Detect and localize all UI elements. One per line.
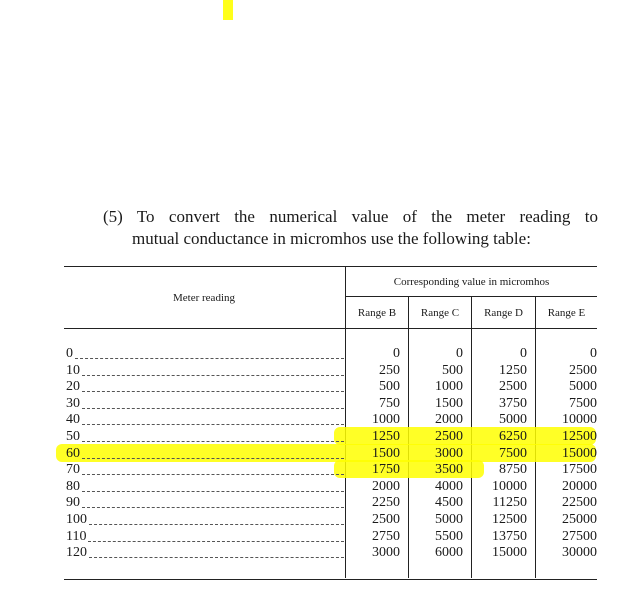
range-d-cell: 13750 (492, 528, 527, 544)
highlight-mark (223, 0, 233, 20)
leader-dots (82, 491, 344, 492)
range-b-header: Range B (357, 307, 397, 319)
meter-reading-cell (66, 446, 344, 462)
range-d-header: Range D (484, 307, 523, 319)
range-e-cell: 25000 (562, 512, 597, 527)
leader-dots (89, 557, 344, 558)
range-d-cell: 2500 (499, 379, 527, 395)
meter-reading-cell (66, 379, 344, 395)
meter-reading-value: 100 (66, 512, 87, 527)
range-b-cell: 2750 (372, 528, 400, 544)
range-c-cell: 6000 (435, 545, 463, 561)
leader-dots (82, 424, 344, 425)
meter-reading-value: 80 (66, 478, 80, 494)
meter-reading-value: 110 (66, 528, 87, 544)
range-e-cell: 20000 (562, 478, 597, 494)
meter-reading-cell (66, 346, 344, 362)
range-e-cell: 27500 (562, 528, 597, 544)
range-e-header: Range E (547, 307, 586, 319)
leader-dots (88, 541, 344, 542)
range-e-cell: 0 (590, 346, 597, 361)
range-b-cell: 2000 (372, 478, 400, 494)
meter-reading-value: 40 (66, 412, 80, 428)
meter-reading-cell (66, 412, 344, 428)
meter-reading-value: 90 (66, 495, 80, 511)
conversion-table (64, 266, 597, 581)
range-b-cell: 1750 (372, 462, 400, 478)
leader-dots (75, 358, 344, 359)
meter-reading-cell (66, 429, 344, 445)
range-d-cell: 3750 (499, 395, 527, 411)
leader-dots (82, 507, 344, 508)
range-b-cell: 250 (379, 362, 400, 378)
range-e-cell: 12500 (562, 429, 597, 444)
range-d-cell: 0 (520, 346, 527, 361)
meter-reading-value: 50 (66, 429, 80, 444)
range-e-cell: 7500 (569, 395, 597, 411)
range-c-cell: 5500 (435, 528, 463, 544)
meter-reading-cell (66, 363, 344, 379)
range-c-cell: 1000 (435, 379, 463, 395)
meter-reading-value: 20 (66, 379, 80, 395)
table-top-rule (64, 266, 597, 267)
range-b-cell: 1500 (372, 445, 400, 461)
range-c-cell: 3500 (435, 462, 463, 478)
range-d-cell: 15000 (492, 545, 527, 561)
corresponding-value-header: Corresponding value in micromhos (393, 276, 550, 288)
meter-reading-cell (66, 396, 344, 412)
range-e-cell: 17500 (562, 462, 597, 478)
leader-dots (89, 524, 344, 525)
range-c-cell: 5000 (435, 512, 463, 527)
leader-dots (82, 375, 344, 376)
range-c-cell: 2500 (435, 429, 463, 444)
meter-reading-value: 70 (66, 462, 80, 478)
range-c-cell: 2000 (435, 412, 463, 428)
range-b-cell: 1250 (372, 429, 400, 444)
meter-reading-cell (66, 479, 344, 495)
header-bottom-rule (64, 328, 597, 329)
range-e-cell: 15000 (562, 445, 597, 461)
range-d-cell: 11250 (492, 495, 527, 511)
meter-reading-value: 0 (66, 346, 73, 361)
meter-reading-cell (66, 529, 344, 545)
leader-dots (82, 458, 344, 459)
meter-reading-value: 10 (66, 362, 80, 378)
range-b-cell: 1000 (372, 412, 400, 428)
table-bottom-rule (64, 579, 597, 580)
range-d-cell: 6250 (499, 429, 527, 444)
meter-reading-cell (66, 512, 344, 528)
meter-reading-cell (66, 495, 344, 511)
range-d-cell: 7500 (499, 445, 527, 461)
range-d-cell: 5000 (499, 412, 527, 428)
range-e-cell: 30000 (562, 545, 597, 561)
range-e-cell: 2500 (569, 362, 597, 378)
range-e-cell: 5000 (569, 379, 597, 395)
instruction-paragraph (103, 206, 598, 250)
paragraph-line-2: mutual conductance in micromhos use the following table: (132, 229, 531, 248)
range-c-cell: 500 (442, 362, 463, 378)
range-c-cell: 1500 (435, 395, 463, 411)
meter-reading-cell (66, 462, 344, 478)
range-c-cell: 4500 (435, 495, 463, 511)
range-b-cell: 2500 (372, 512, 400, 527)
range-c-header: Range C (420, 307, 460, 319)
range-d-cell: 12500 (492, 512, 527, 527)
range-b-cell: 500 (379, 379, 400, 395)
range-c-cell: 4000 (435, 478, 463, 494)
range-c-cell: 3000 (435, 445, 463, 461)
meter-reading-value: 120 (66, 545, 87, 561)
leader-dots (82, 474, 344, 475)
range-d-cell: 10000 (492, 478, 527, 494)
meter-reading-header: Meter reading (173, 292, 235, 304)
meter-reading-value: 60 (66, 445, 80, 461)
range-e-cell: 10000 (562, 412, 597, 428)
leader-dots (82, 391, 344, 392)
range-b-cell: 2250 (372, 495, 400, 511)
range-b-cell: 0 (393, 346, 400, 361)
range-b-cell: 750 (379, 395, 400, 411)
range-b-cell: 3000 (372, 545, 400, 561)
meter-reading-value: 30 (66, 395, 80, 411)
range-d-cell: 8750 (499, 462, 527, 478)
paragraph-line-1: (5) To convert the numerical value of the meter reading to (103, 207, 598, 226)
leader-dots (82, 408, 344, 409)
range-d-cell: 1250 (499, 362, 527, 378)
range-c-cell: 0 (456, 346, 463, 361)
range-e-cell: 22500 (562, 495, 597, 511)
leader-dots (82, 441, 344, 442)
meter-reading-cell (66, 545, 344, 561)
